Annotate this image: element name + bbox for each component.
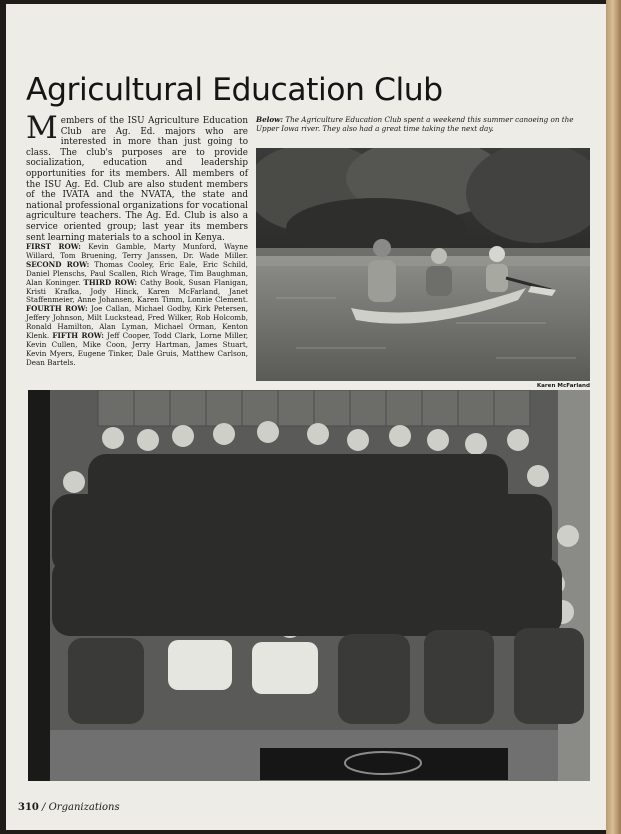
roster-row-label: THIRD ROW:: [83, 277, 138, 287]
roster-row-names: Cathy Book, Susan Flanigan, Kristi Krafka, Jody Hinck, Karen McFarland, Janet Staffenmeier, Anne Johansen, Karen Timm, Lonnie Clement.: [26, 277, 248, 305]
page-number: 310: [18, 802, 39, 813]
roster-row-names: Thomas Cooley, Eric Eale, Eric Schild, Daniel Plenschs, Paul Scallen, Rich Wrage, Tim Baughman, Alan Koninger.: [26, 259, 248, 287]
intro-text: embers of the ISU Agriculture Education Club are Ag. Ed. majors who are interested in more than just going to class. The club's purposes are to provide socialization, education and leadership opportunities for its members. All members of the ISU Ag. Ed. Club are also student members of the IVATA and the NVATA, the state and national professional organizations for vocational agriculture teachers. The Ag. Ed. Club is also a service oriented group; last year its members sent learning materials to a school in Kenya.: [26, 116, 248, 243]
photo-caption: [256, 115, 592, 133]
footer-separator: /: [38, 802, 49, 813]
roster-row-names: Joe Callan, Michael Godby, Kirk Petersen, Jeffery Johnson, Milt Luckstead, Fred Wilker, Rob Holcomb, Ronald Hamilton, Alan Lyman, Michael Orman, Kenton Klenk.: [26, 304, 248, 341]
caption-text: The Agriculture Education Club spent a weekend this summer canoeing on the Upper Iowa river. They also had a great time taking the next day.: [256, 115, 574, 133]
yearbook-page: [6, 4, 606, 830]
section-name: Organizations: [48, 802, 120, 813]
caption-lead: Below:: [256, 115, 284, 124]
roster-row-names: Jeff Cooper, Todd Clark, Lorne Miller, Kevin Cullen, Mike Coon, Jerry Hartman, James Stuart, Kevin Myers, Eugene Tinker, Dale Gruis, Matthew Carlson, Dean Bartels.: [26, 331, 248, 367]
intro-paragraph: [26, 110, 248, 243]
group-photo: [28, 390, 590, 781]
page-title: Agricultural Education Club: [26, 72, 443, 108]
roster-row-names: Kevin Gamble, Marty Munford, Wayne Willard, Tom Bruening, Terry Janssen, Dr. Wade Miller.: [26, 242, 248, 260]
roster-row-label: SECOND ROW:: [26, 259, 90, 269]
roster-row-label: FOURTH ROW:: [26, 304, 88, 314]
page-footer: [18, 802, 120, 813]
photo-credit: Karen McFarland: [536, 383, 590, 389]
book-binding-edge: [606, 0, 621, 834]
roster-row-label: FIFTH ROW:: [52, 331, 104, 341]
member-roster: [26, 243, 248, 368]
roster-row-label: FIRST ROW:: [26, 242, 81, 251]
drop-cap: M: [26, 110, 58, 146]
canoe-photo: [256, 148, 590, 381]
